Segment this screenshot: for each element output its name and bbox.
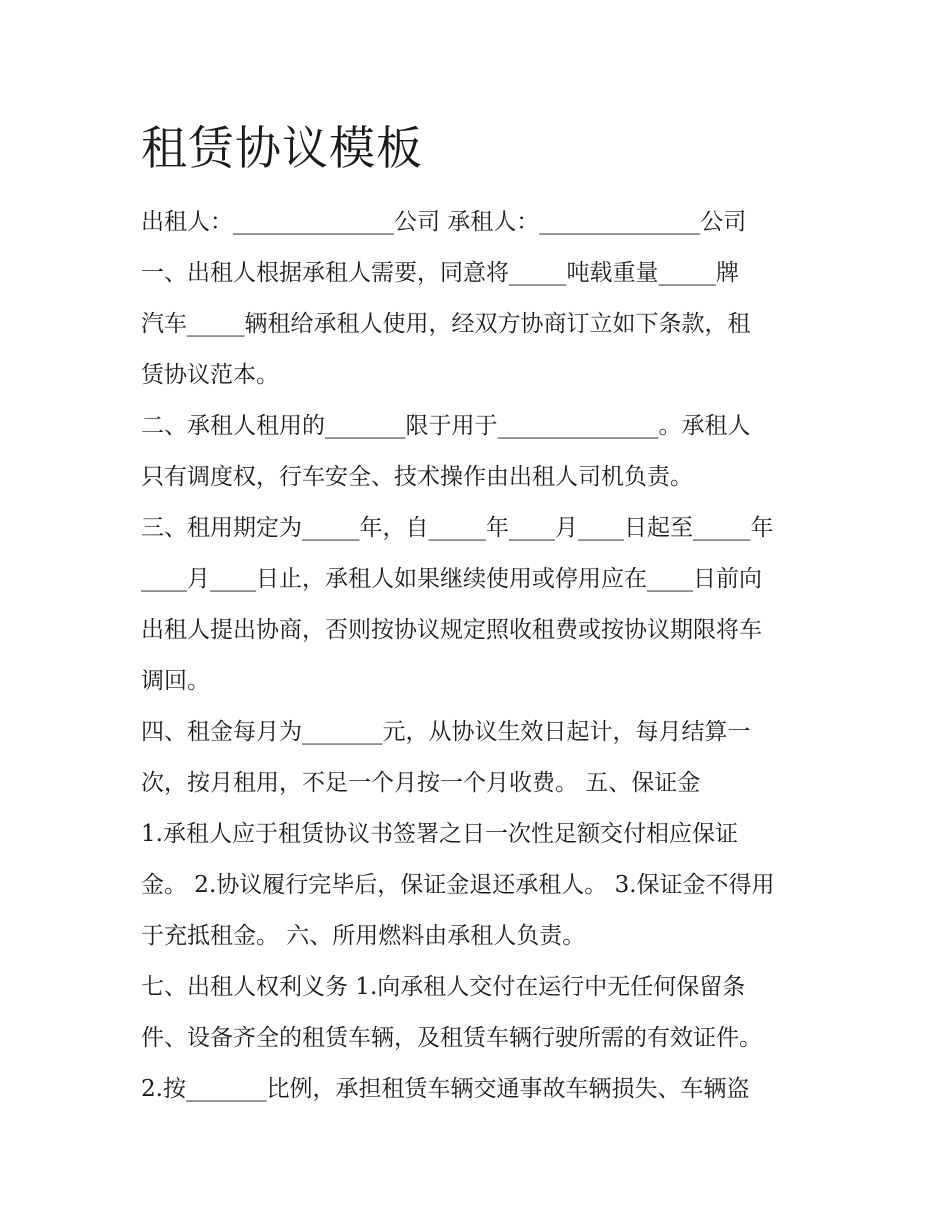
document-line: 1.承租人应于租赁协议书签署之日一次性足额交付相应保证: [141, 821, 738, 847]
document-line: 只有调度权，行车安全、技术操作由出租人司机负责。: [141, 464, 693, 490]
document-line: 三、租用期定为_____年，自_____年____月____日起至_____年: [141, 515, 774, 541]
document-line: 2.按_______比例，承担租赁车辆交通事故车辆损失、车辆盗: [141, 1076, 750, 1102]
document-line: 二、承租人租用的_______限于用于______________。承租人: [141, 413, 751, 439]
document-line: 件、设备齐全的租赁车辆，及租赁车辆行驶所需的有效证件。: [141, 1025, 762, 1051]
document-line: ____月____日止，承租人如果继续使用或停用应在____日前向: [141, 566, 762, 592]
document-line: 金。 2.协议履行完毕后，保证金退还承租人。 3.保证金不得用: [141, 872, 775, 898]
document-line: 出租人提出协商，否则按协议规定照收租费或按协议期限将车: [141, 617, 762, 643]
document-line: 出租人：______________公司 承租人：______________公司: [141, 209, 747, 235]
document-line: 汽车_____辆租给承租人使用，经双方协商订立如下条款，租: [141, 311, 751, 337]
document-line: 四、租金每月为_______元，从协议生效日起计，每月结算一: [141, 719, 751, 745]
document-line: 赁协议范本。: [141, 362, 279, 388]
document-line: 于充抵租金。 六、所用燃料由承租人负责。: [141, 923, 586, 949]
document-line: 一、出租人根据承租人需要，同意将_____吨载重量_____牌: [141, 260, 739, 286]
document-title: 租赁协议模板: [141, 121, 423, 175]
document-line: 次，按月租用，不足一个月按一个月收费。 五、保证金: [141, 770, 701, 796]
document-line: 调回。: [141, 668, 210, 694]
document-line: 七、出租人权利义务 1.向承租人交付在运行中无任何保留条: [141, 974, 746, 1000]
